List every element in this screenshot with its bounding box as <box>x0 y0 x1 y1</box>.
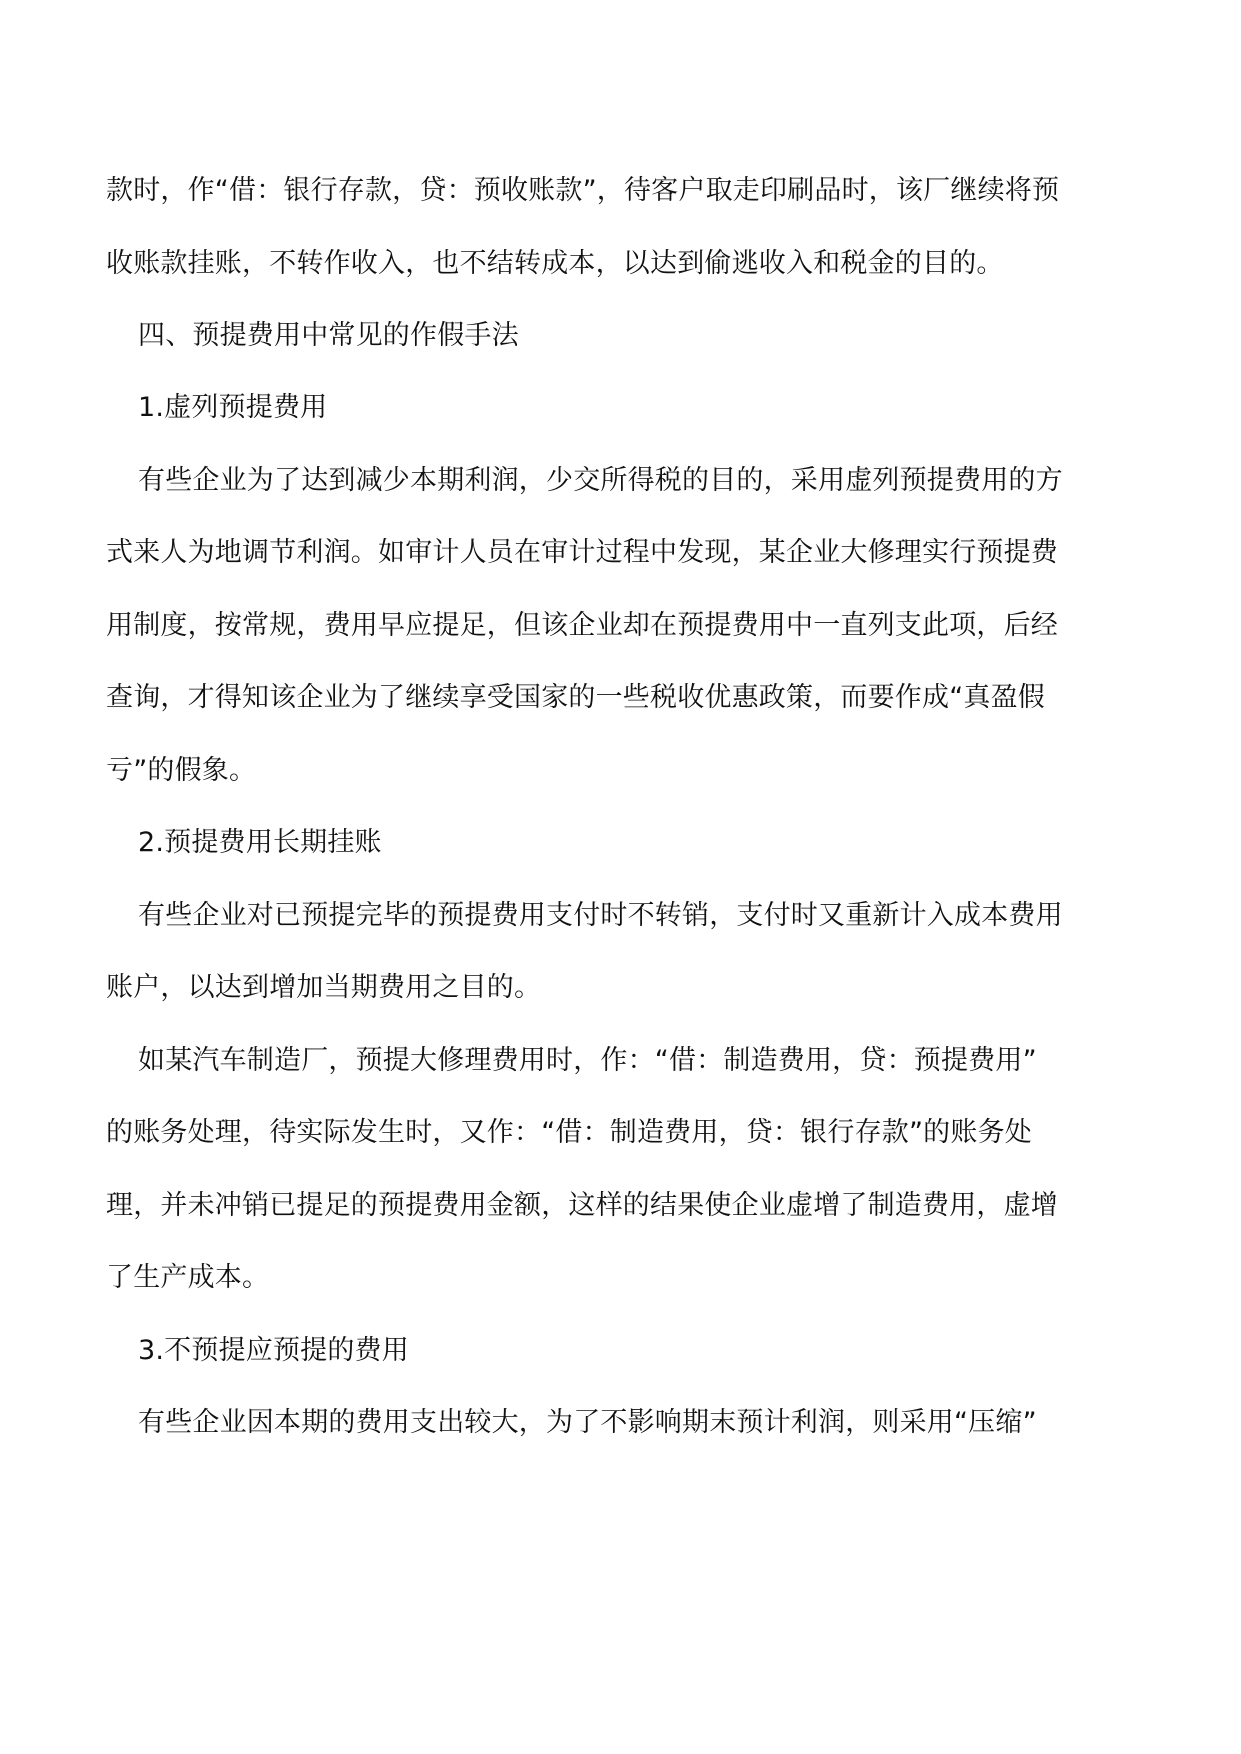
section-heading: 四、预提费用中常见的作假手法 <box>138 320 519 351</box>
text-line: 了生产成本。 <box>106 1262 270 1293</box>
text-line: 账户，以达到增加当期费用之目的。 <box>106 972 542 1003</box>
text-line: 有些企业因本期的费用支出较大，为了不影响期末预计利润，则采用“压缩” <box>138 1407 1037 1438</box>
subsection-heading: 2.预提费用长期挂账 <box>138 827 382 858</box>
text-line: 有些企业为了达到减少本期利润，少交所得税的目的，采用虚列预提费用的方 <box>138 465 1063 496</box>
text-line: 如某汽车制造厂，预提大修理费用时，作：“借：制造费用，贷：预提费用” <box>138 1045 1037 1076</box>
text-line: 亏”的假象。 <box>106 755 257 786</box>
text-line: 理，并未冲销已提足的预提费用金额，这样的结果使企业虚增了制造费用，虚增 <box>106 1190 1058 1221</box>
text-line: 收账款挂账，不转作收入，也不结转成本，以达到偷逃收入和税金的目的。 <box>106 248 1004 279</box>
text-line: 的账务处理，待实际发生时，又作：“借：制造费用，贷：银行存款”的账务处 <box>106 1117 1032 1148</box>
text-line: 有些企业对已预提完毕的预提费用支付时不转销，支付时又重新计入成本费用 <box>138 900 1063 931</box>
text-line: 式来人为地调节利润。如审计人员在审计过程中发现，某企业大修理实行预提费 <box>106 537 1058 568</box>
subsection-heading: 3.不预提应预提的费用 <box>138 1335 409 1366</box>
subsection-heading: 1.虚列预提费用 <box>138 392 328 423</box>
text-line: 款时，作“借：银行存款，贷：预收账款”，待客户取走印刷品时，该厂继续将预 <box>106 175 1060 206</box>
text-line: 查询，才得知该企业为了继续享受国家的一些税收优惠政策，而要作成“真盈假 <box>106 682 1045 713</box>
text-line: 用制度，按常规，费用早应提足，但该企业却在预提费用中一直列支此项，后经 <box>106 610 1058 641</box>
